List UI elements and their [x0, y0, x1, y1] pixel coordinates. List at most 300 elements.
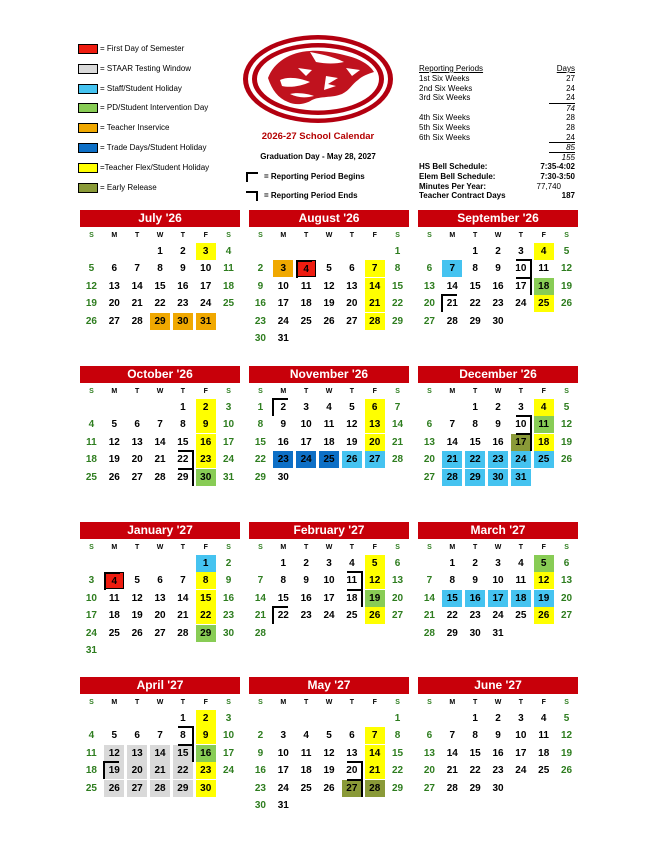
period-name: 5th Six Weeks	[419, 122, 470, 132]
weekday-header: T	[304, 544, 309, 551]
legend-item	[78, 140, 248, 160]
day-cell: 5	[88, 263, 95, 275]
legend-label: =Teacher Flex/Student Holiday	[100, 162, 210, 172]
day-cell: 26	[561, 298, 573, 310]
day-cell: 22	[392, 765, 404, 777]
day-cell: 26	[561, 765, 573, 777]
weekday-header: S	[564, 699, 569, 706]
period-name: 6th Six Weeks	[419, 132, 470, 142]
day-cell: 25	[85, 782, 97, 794]
weekday-header: S	[258, 232, 263, 239]
day-cell: 27	[365, 451, 385, 468]
day-cell: 1	[449, 558, 456, 569]
day-cell: 6	[134, 419, 140, 431]
day-cell: 13	[346, 280, 358, 292]
period-row	[419, 93, 575, 103]
month-block	[80, 677, 240, 794]
day-cell: 22	[196, 607, 216, 624]
day-cell: 16	[465, 590, 485, 607]
day-cell: 21	[131, 298, 143, 310]
day-cell: 27	[127, 780, 147, 797]
day-cell: 8	[180, 419, 186, 431]
day-cell: 6	[426, 419, 433, 431]
day-cell: 29	[392, 315, 404, 327]
day-cell: 27	[423, 315, 435, 327]
day-cell: 24	[296, 451, 316, 468]
day-cell: 4	[534, 243, 554, 260]
day-cell: 8	[394, 263, 401, 275]
weekday-header: F	[541, 544, 546, 551]
day-cell: 29	[196, 625, 216, 642]
day-cell: 9	[257, 747, 264, 759]
day-cell: 30	[223, 627, 235, 639]
day-cell: 22	[173, 451, 193, 468]
day-cell: 12	[323, 280, 335, 292]
day-cell: 13	[423, 436, 435, 448]
weekday-header: F	[541, 388, 546, 395]
day-cell: 18	[300, 298, 312, 310]
day-cell: 6	[426, 730, 433, 742]
day-cell: 10	[511, 260, 531, 277]
day-cell: 12	[108, 436, 120, 448]
day-cell: 5	[111, 419, 118, 431]
day-cell: 6	[111, 263, 118, 275]
calendar-title: 2026-27 School Calendar	[261, 131, 375, 142]
weekday-header: W	[494, 699, 502, 706]
day-cell: 12	[85, 280, 97, 292]
day-cell: 28	[131, 315, 143, 327]
day-cell: 28	[423, 627, 435, 639]
day-cell: 25	[85, 471, 97, 483]
day-cell: 23	[254, 782, 266, 794]
day-cell: 10	[200, 263, 212, 275]
legend-label: = First Day of Semester	[100, 44, 185, 53]
day-cell: 19	[365, 590, 385, 607]
day-cell: 29	[254, 471, 266, 483]
day-cell: 25	[300, 782, 312, 794]
day-cell: 24	[85, 627, 97, 639]
day-cell: 28	[150, 780, 170, 797]
legend-swatch	[78, 64, 98, 74]
weekday-header: F	[203, 544, 208, 551]
month-block	[418, 210, 578, 327]
period-name: 4th Six Weeks	[419, 112, 470, 122]
day-cell: 17	[200, 280, 212, 292]
schedule-info	[419, 162, 575, 201]
day-cell: 21	[365, 295, 385, 312]
day-cell: 19	[104, 762, 124, 779]
weekday-header: S	[564, 544, 569, 551]
day-cell: 30	[254, 800, 266, 811]
day-cell: 31	[511, 469, 531, 486]
day-cell: 24	[492, 610, 504, 622]
month-block	[80, 210, 240, 327]
weekday-header: T	[349, 388, 354, 395]
day-cell: 24	[511, 451, 531, 468]
day-cell: 12	[365, 572, 385, 589]
weekday-header: M	[280, 699, 287, 706]
day-cell: 11	[300, 280, 312, 292]
day-cell: 25	[223, 298, 235, 310]
day-cell: 23	[196, 762, 216, 779]
day-cell: 31	[277, 800, 289, 811]
day-cell: 30	[492, 315, 504, 327]
day-cell: 13	[561, 575, 573, 587]
day-cell: 29	[392, 782, 404, 794]
schedule-row	[419, 182, 575, 192]
day-cell: 27	[423, 782, 435, 794]
day-cell: 24	[515, 765, 527, 777]
day-cell: 7	[157, 419, 163, 431]
day-cell: 31	[492, 627, 504, 639]
day-cell: 25	[534, 451, 554, 468]
month-header: August '26	[249, 210, 409, 227]
legend-label: = STAAR Testing Window	[100, 63, 192, 73]
month-block	[249, 522, 409, 639]
day-cell: 6	[134, 730, 140, 742]
weekday-header: W	[156, 232, 164, 239]
day-cell: 23	[469, 610, 481, 622]
day-cell: 15	[469, 436, 481, 448]
weekday-header: F	[372, 699, 377, 706]
day-cell: 16	[196, 434, 216, 451]
month-header: September '26	[418, 210, 578, 227]
legend-label: = Trade Days/Student Holiday	[100, 142, 207, 152]
day-cell: 12	[561, 263, 573, 275]
day-cell: 16	[177, 280, 189, 292]
schedule-value: 7:35-4:02	[540, 162, 575, 171]
period-name: 2nd Six Weeks	[419, 83, 473, 93]
day-cell: 6	[394, 558, 401, 569]
day-cell: 23	[492, 298, 504, 310]
day-cell: 10	[223, 419, 235, 431]
day-cell: 13	[127, 745, 147, 762]
weekday-header: W	[325, 544, 333, 551]
day-cell: 9	[180, 263, 186, 275]
reporting-begins-label: = Reporting Period Begins	[264, 172, 365, 181]
day-cell: 20	[365, 434, 385, 451]
day-cell: 21	[423, 610, 435, 622]
day-cell: 10	[277, 747, 289, 759]
weekday-header: T	[473, 544, 478, 551]
day-cell: 28	[442, 469, 462, 486]
period-row	[419, 84, 575, 94]
day-cell: 4	[518, 558, 524, 569]
weekday-header: M	[111, 544, 118, 551]
subtotal-value: 74	[549, 103, 575, 114]
day-cell: 1	[472, 713, 478, 724]
day-cell: 22	[254, 454, 266, 466]
day-cell: 3	[225, 402, 232, 413]
day-cell: 23	[492, 765, 504, 777]
weekday-header: T	[473, 699, 478, 706]
period-row	[419, 74, 575, 84]
day-cell: 15	[277, 592, 289, 604]
day-cell: 11	[86, 747, 97, 759]
weekday-header: W	[156, 388, 164, 395]
day-cell: 26	[534, 607, 554, 624]
day-cell: 16	[254, 298, 266, 310]
day-cell: 8	[472, 730, 478, 742]
day-cell: 26	[85, 315, 97, 327]
day-cell: 9	[495, 419, 501, 431]
day-cell: 28	[254, 627, 266, 639]
day-cell: 17	[277, 765, 289, 777]
legend-swatch	[78, 44, 98, 54]
day-cell: 16	[196, 745, 216, 762]
periods-subtotal	[419, 152, 575, 162]
day-cell: 19	[131, 610, 143, 622]
day-cell: 3	[495, 558, 501, 569]
day-cell: 12	[561, 730, 573, 742]
weekday-header: S	[258, 699, 263, 706]
day-cell: 11	[534, 416, 554, 433]
day-cell: 21	[154, 454, 166, 466]
legend-swatch	[78, 183, 98, 193]
day-cell: 25	[108, 627, 120, 639]
day-cell: 25	[534, 295, 554, 312]
weekday-header: S	[564, 388, 569, 395]
day-cell: 27	[346, 315, 358, 327]
day-cell: 17	[323, 592, 335, 604]
weekday-header: T	[473, 388, 478, 395]
day-cell: 6	[157, 575, 163, 587]
day-cell: 22	[392, 298, 404, 310]
day-cell: 8	[173, 727, 193, 744]
month-block	[249, 210, 409, 344]
day-cell: 1	[472, 402, 478, 413]
schedule-label: HS Bell Schedule:	[419, 162, 488, 171]
month-header: July '26	[80, 210, 240, 227]
day-cell: 16	[492, 747, 504, 759]
day-cell: 17	[300, 436, 312, 448]
day-cell: 23	[196, 451, 216, 468]
legend-item	[78, 81, 248, 101]
period-days: 28	[566, 112, 575, 122]
legend-label: = Teacher Inservice	[100, 123, 170, 133]
schedule-row	[419, 191, 575, 201]
day-cell: 27	[131, 471, 143, 483]
legend-item	[78, 160, 248, 180]
day-cell: 29	[150, 313, 170, 330]
day-cell: 4	[540, 713, 547, 724]
day-cell: 13	[154, 592, 166, 604]
day-cell: 3	[518, 713, 524, 724]
weekday-header: S	[427, 544, 432, 551]
day-cell: 26	[365, 607, 385, 624]
legend-item	[78, 61, 248, 81]
day-cell: 24	[223, 765, 235, 777]
weekday-header: S	[395, 544, 400, 551]
day-cell: 8	[196, 572, 216, 589]
day-cell: 18	[511, 590, 531, 607]
weekday-header: S	[89, 544, 94, 551]
weekday-header: S	[226, 544, 231, 551]
weekday-header: S	[395, 388, 400, 395]
day-cell: 7	[180, 575, 186, 587]
weekday-header: M	[449, 544, 456, 551]
day-cell: 20	[131, 454, 143, 466]
period-begin-bracket-icon	[246, 172, 258, 182]
day-cell: 11	[515, 575, 527, 587]
day-cell: 1	[257, 402, 264, 413]
day-cell: 1	[280, 558, 287, 569]
day-cell: 7	[449, 419, 456, 431]
day-cell: 16	[300, 592, 312, 604]
day-cell: 4	[303, 730, 309, 742]
weekday-header: S	[226, 388, 231, 395]
day-cell: 15	[392, 280, 404, 292]
period-days: 28	[566, 122, 575, 132]
day-cell: 20	[108, 298, 120, 310]
day-cell: 3	[518, 246, 524, 257]
day-cell: 10	[492, 575, 504, 587]
day-cell: 7	[365, 727, 385, 744]
day-cell: 7	[442, 260, 462, 277]
day-cell: 31	[85, 645, 97, 656]
day-cell: 14	[131, 280, 143, 292]
month-block	[418, 366, 578, 483]
day-cell: 26	[131, 627, 143, 639]
day-cell: 27	[392, 610, 404, 622]
weekday-header: M	[280, 232, 287, 239]
day-cell: 30	[469, 627, 481, 639]
day-cell: 6	[349, 730, 355, 742]
day-cell: 23	[300, 610, 312, 622]
day-cell: 5	[111, 730, 118, 742]
day-cell: 19	[323, 765, 335, 777]
day-cell: 7	[157, 730, 163, 742]
day-cell: 2	[196, 710, 216, 727]
day-cell: 5	[326, 263, 332, 275]
day-cell: 8	[449, 575, 456, 587]
day-cell: 2	[257, 263, 264, 275]
day-cell: 22	[446, 610, 458, 622]
reporting-begins-key	[246, 170, 396, 184]
day-cell: 17	[85, 610, 97, 622]
day-cell: 12	[131, 592, 143, 604]
weekday-header: T	[518, 699, 523, 706]
day-cell: 6	[426, 263, 433, 275]
day-cell: 2	[472, 558, 478, 569]
weekday-header: S	[427, 388, 432, 395]
weekday-header: T	[349, 232, 354, 239]
day-cell: 17	[511, 278, 531, 295]
day-cell: 10	[223, 730, 235, 742]
weekday-header: W	[494, 544, 502, 551]
day-cell: 9	[280, 419, 287, 431]
day-cell: 13	[423, 747, 435, 759]
day-cell: 31	[223, 471, 235, 483]
day-cell: 18	[85, 765, 97, 777]
day-cell: 10	[511, 416, 531, 433]
day-cell: 12	[561, 419, 573, 431]
weekday-header: S	[258, 544, 263, 551]
day-cell: 1	[180, 713, 186, 724]
weekday-header: S	[226, 699, 231, 706]
month-header: April '27	[80, 677, 240, 694]
day-cell: 20	[127, 762, 147, 779]
period-days: 24	[566, 93, 575, 103]
period-days: 24	[566, 83, 575, 93]
weekday-header: F	[203, 232, 208, 239]
day-cell: 4	[296, 260, 316, 277]
weekday-header: T	[180, 232, 185, 239]
day-cell: 2	[495, 713, 501, 724]
day-cell: 11	[538, 263, 549, 275]
month-block	[418, 677, 578, 794]
day-cell: 11	[538, 730, 549, 742]
day-cell: 17	[223, 747, 235, 759]
subtotal-value: 155	[549, 152, 575, 163]
weekday-header: F	[372, 232, 377, 239]
day-cell: 13	[346, 747, 358, 759]
weekday-header: M	[111, 699, 118, 706]
month-header: December '26	[418, 366, 578, 383]
day-cell: 30	[254, 333, 266, 344]
weekday-header: M	[449, 699, 456, 706]
day-cell: 14	[150, 745, 170, 762]
day-cell: 3	[225, 713, 232, 724]
day-cell: 3	[518, 402, 524, 413]
month-block	[249, 366, 409, 483]
day-cell: 19	[85, 298, 97, 310]
day-cell: 1	[472, 246, 478, 257]
day-cell: 29	[173, 469, 193, 486]
weekday-header: S	[258, 388, 263, 395]
reporting-periods-table	[419, 64, 575, 162]
day-cell: 11	[300, 747, 312, 759]
periods-subtotal	[419, 103, 575, 113]
day-cell: 26	[323, 782, 335, 794]
day-cell: 21	[392, 436, 404, 448]
weekday-header: W	[494, 232, 502, 239]
day-cell: 22	[465, 451, 485, 468]
weekday-header: T	[135, 232, 140, 239]
reporting-ends-key	[246, 189, 396, 203]
day-cell: 14	[365, 745, 385, 762]
day-cell: 26	[561, 454, 573, 466]
day-cell: 4	[326, 402, 332, 413]
period-row	[419, 113, 575, 123]
legend-swatch	[78, 103, 98, 113]
day-cell: 8	[257, 419, 264, 431]
day-cell: 18	[534, 278, 554, 295]
day-cell: 19	[323, 298, 335, 310]
day-cell: 28	[365, 780, 385, 797]
day-cell: 6	[349, 263, 355, 275]
day-cell: 12	[346, 419, 358, 431]
day-cell: 26	[342, 451, 362, 468]
day-cell: 27	[342, 780, 362, 797]
day-cell: 21	[442, 295, 462, 312]
day-cell: 19	[561, 436, 573, 448]
day-cell: 1	[196, 555, 216, 572]
day-cell: 7	[365, 260, 385, 277]
day-cell: 4	[104, 572, 124, 589]
day-cell: 5	[349, 402, 355, 413]
day-cell: 14	[446, 436, 458, 448]
day-cell: 9	[225, 575, 232, 587]
legend-label: = PD/Student Intervention Day	[100, 103, 209, 113]
weekday-header: M	[280, 388, 287, 395]
legend-item	[78, 41, 248, 61]
day-cell: 11	[108, 592, 120, 604]
day-cell: 5	[563, 713, 570, 724]
day-cell: 1	[394, 246, 401, 257]
day-cell: 4	[225, 246, 232, 257]
day-cell: 14	[254, 592, 266, 604]
